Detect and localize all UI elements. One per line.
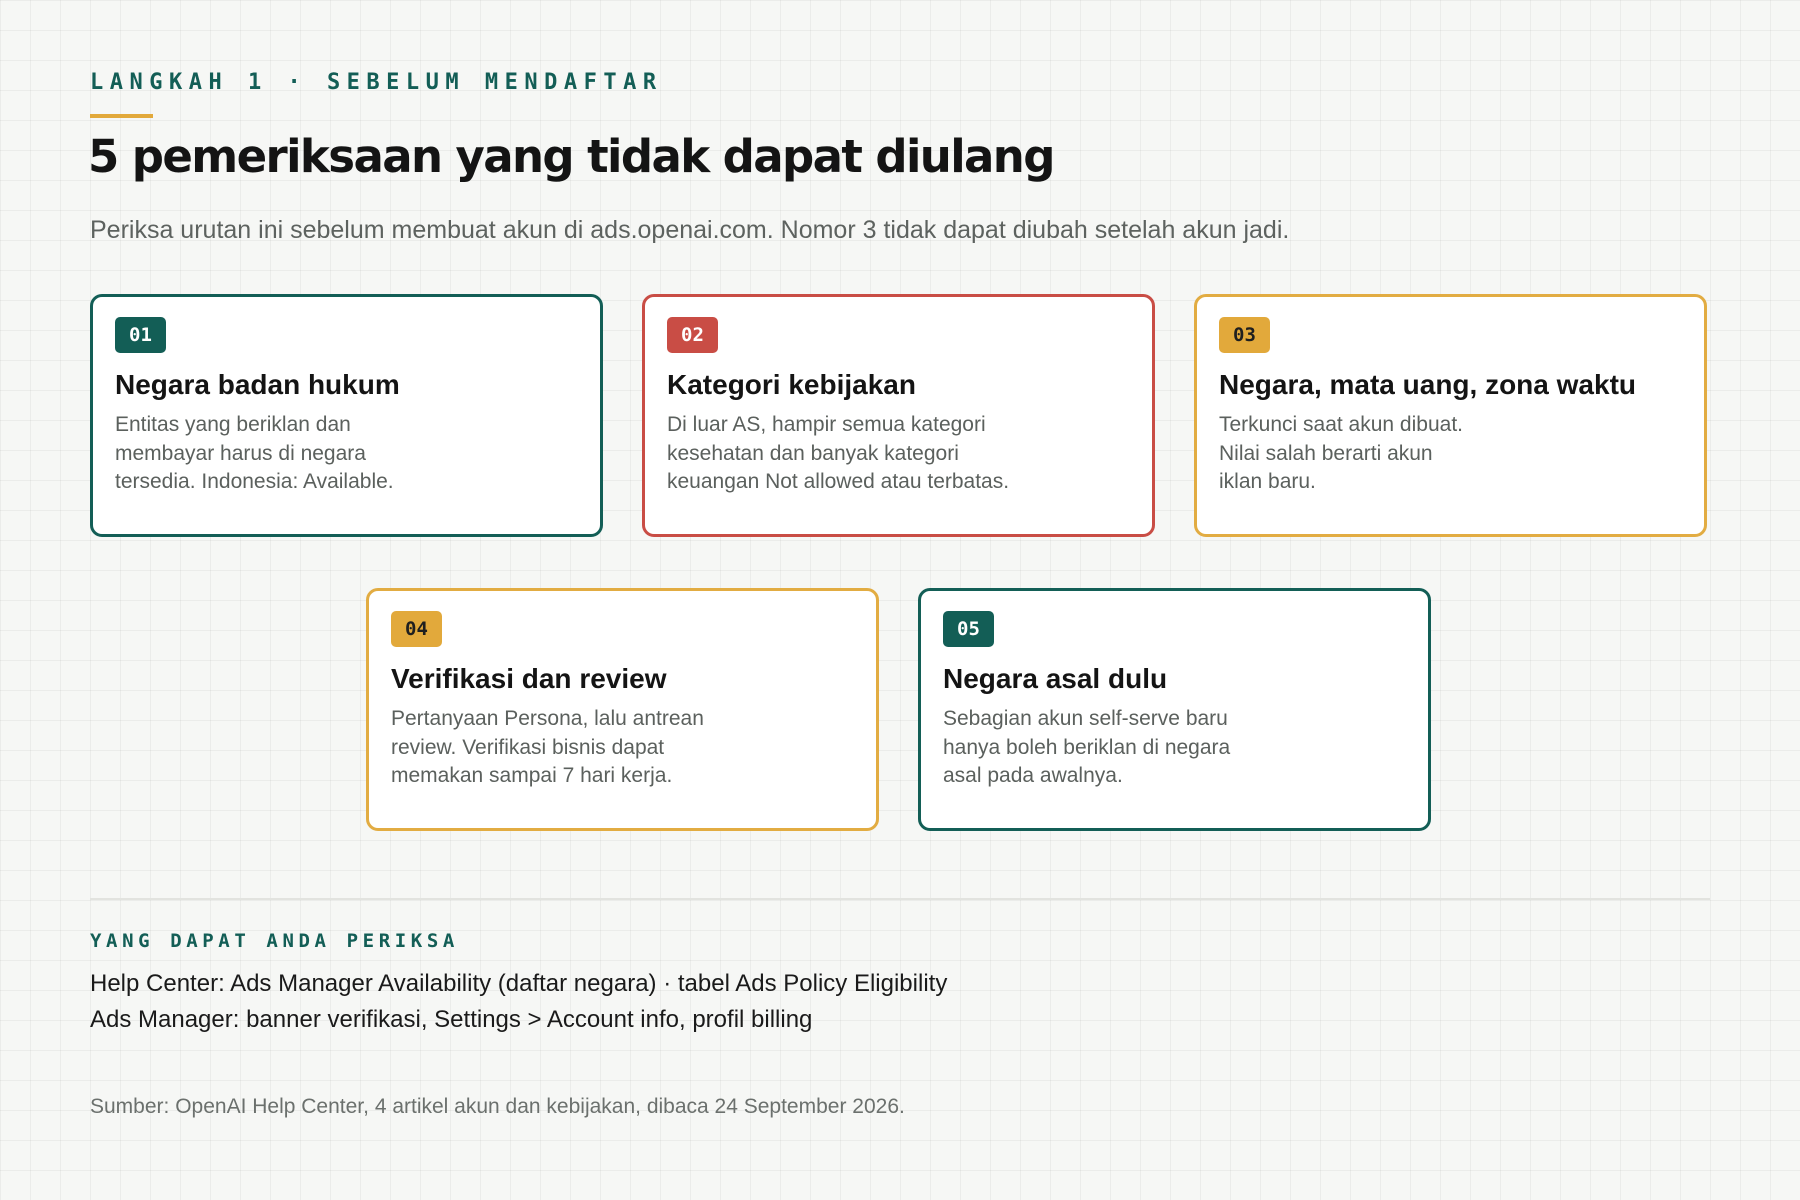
checks-list (90, 966, 947, 1038)
checks-list-item: Help Center: Ads Manager Availability (daftar negara) · tabel Ads Policy Eligibility (90, 970, 948, 997)
checks-heading: YANG DAPAT ANDA PERIKSA (90, 930, 459, 952)
card-description (943, 705, 1230, 791)
card-number-badge: 03 (1219, 317, 1270, 353)
card-title: Verifikasi dan review (391, 663, 667, 694)
accent-rule (90, 114, 153, 118)
card-title: Negara badan hukum (115, 369, 400, 400)
card-number-badge: 05 (943, 611, 994, 647)
card-description-line: memakan sampai 7 hari kerja. (391, 764, 673, 787)
check-card-02 (642, 294, 1155, 537)
card-description (115, 411, 394, 497)
card-description-line: Sebagian akun self-serve baru (943, 707, 1228, 730)
card-description-line: Pertanyaan Persona, lalu antrean (391, 707, 704, 730)
card-description-line: iklan baru. (1219, 470, 1316, 493)
card-description (1219, 411, 1463, 497)
card-title: Negara, mata uang, zona waktu (1219, 369, 1636, 400)
card-description (391, 705, 704, 791)
check-card-05 (918, 588, 1431, 831)
card-number-badge: 02 (667, 317, 718, 353)
checks-list-item: Ads Manager: banner verifikasi, Settings > Account info, profil billing (90, 1006, 813, 1033)
card-description-line: asal pada awalnya. (943, 764, 1123, 787)
check-card-01 (90, 294, 603, 537)
section-divider (90, 898, 1710, 900)
card-number-badge: 01 (115, 317, 166, 353)
card-description-line: kesehatan dan banyak kategori (667, 441, 959, 465)
page-subtitle: Periksa urutan ini sebelum membuat akun di ads.openai.com. Nomor 3 tidak dapat diubah setelah akun jadi. (90, 216, 1290, 244)
card-description-line: Entitas yang beriklan dan (115, 413, 351, 436)
page-title: 5 pemeriksaan yang tidak dapat diulang (88, 130, 1054, 183)
card-description-line: tersedia. Indonesia: Available. (115, 470, 394, 493)
card-description-line: hanya boleh beriklan di negara (943, 735, 1231, 759)
step-eyebrow: LANGKAH 1 · SEBELUM MENDAFTAR (90, 70, 663, 95)
card-description-line: Nilai salah berarti akun (1219, 441, 1433, 465)
check-card-03 (1194, 294, 1707, 537)
card-title: Kategori kebijakan (667, 369, 916, 400)
card-description (667, 411, 1009, 497)
card-description-line: membayar harus di negara (115, 441, 366, 465)
card-description-line: Di luar AS, hampir semua kategori (667, 413, 986, 436)
card-title: Negara asal dulu (943, 663, 1168, 694)
check-card-04 (366, 588, 879, 831)
card-description-line: keuangan Not allowed atau terbatas. (667, 470, 1010, 493)
source-note: Sumber: OpenAI Help Center, 4 artikel akun dan kebijakan, dibaca 24 September 2026. (90, 1095, 905, 1118)
card-description-line: review. Verifikasi bisnis dapat (391, 735, 665, 759)
card-description-line: Terkunci saat akun dibuat. (1219, 413, 1463, 436)
card-number-badge: 04 (391, 611, 442, 647)
